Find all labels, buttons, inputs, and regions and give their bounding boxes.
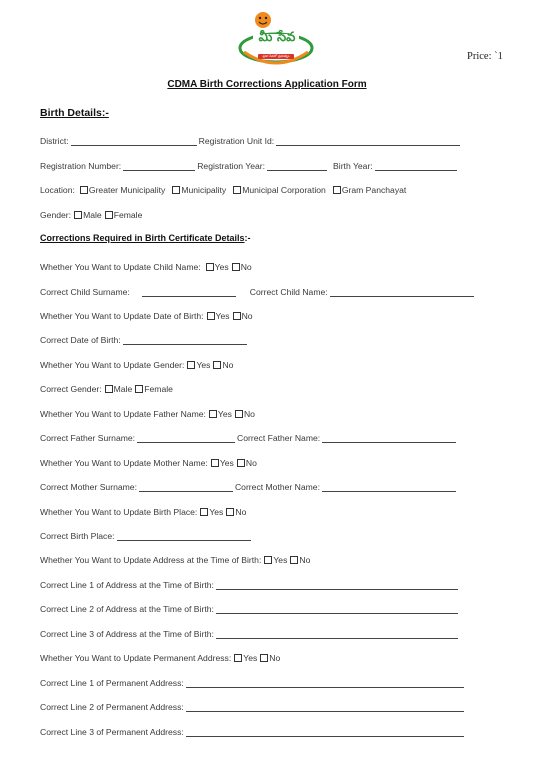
checkbox-icon[interactable] [333, 186, 341, 194]
yes-checkbox[interactable] [209, 410, 217, 418]
no-checkbox[interactable] [226, 508, 234, 516]
father-name-row [40, 431, 458, 443]
permanent-line1-label: Correct Line 1 of Permanent Address: [40, 678, 184, 688]
male-checkbox[interactable] [105, 385, 113, 393]
update-address-label: Whether You Want to Update Address at the Time of Birth: [40, 555, 262, 565]
father-name-field[interactable] [322, 434, 456, 443]
birth-place-field[interactable] [117, 532, 251, 541]
birth-year-field[interactable] [375, 162, 457, 171]
update-dob-row: Whether You Want to Update Date of Birth: Yes No [40, 311, 253, 321]
location-row [40, 183, 410, 195]
update-address-row: Whether You Want to Update Address at the Time of Birth: Yes No [40, 555, 311, 565]
child-surname-field[interactable] [142, 288, 236, 297]
gender-row [40, 208, 142, 220]
mother-name-label: Correct Mother Name: [234, 482, 320, 492]
update-father-row: Whether You Want to Update Father Name: Yes No [40, 409, 255, 419]
update-father-label: Whether You Want to Update Father Name: [40, 409, 206, 419]
registration-number-field[interactable] [123, 162, 195, 171]
address-line3-row [40, 627, 460, 639]
female-checkbox[interactable] [105, 211, 113, 219]
dob-field[interactable] [123, 336, 247, 345]
location-option-municipality[interactable]: Municipality [169, 185, 226, 195]
male-label: Male [83, 210, 102, 220]
child-name-label: Correct Child Name: [249, 287, 328, 297]
mother-surname-label: Correct Mother Surname: [40, 482, 137, 492]
location-option-greater-municipality[interactable]: Greater Municipality [77, 185, 165, 195]
mother-name-field[interactable] [322, 483, 456, 492]
location-label: Location: [40, 185, 75, 195]
dob-label: Correct Date of Birth: [40, 335, 121, 345]
corrections-heading: Corrections Required in Birth Certificate Details:- [40, 233, 251, 243]
update-child-name-label: Whether You Want to Update Child Name: [40, 262, 201, 272]
father-surname-label: Correct Father Surname: [40, 433, 136, 443]
permanent-line1-row [40, 676, 466, 688]
permanent-line1-field[interactable] [186, 679, 464, 688]
update-mother-row: Whether You Want to Update Mother Name: Yes No [40, 458, 257, 468]
address-line2-field[interactable] [216, 605, 458, 614]
registration-unit-id-label: Registration Unit Id: [198, 136, 275, 146]
correct-gender-label: Correct Gender: [40, 384, 102, 394]
logo-text: మీ సేవ [258, 30, 296, 45]
birth-year-label: Birth Year: [333, 161, 373, 171]
registration-year-field[interactable] [267, 162, 327, 171]
yes-checkbox[interactable] [211, 459, 219, 467]
child-surname-label: Correct Child Surname: [40, 287, 130, 297]
yes-checkbox[interactable] [206, 263, 214, 271]
male-checkbox[interactable] [74, 211, 82, 219]
birth-details-heading: Birth Details:- [40, 107, 109, 119]
mother-surname-field[interactable] [139, 483, 233, 492]
update-gender-row: Whether You Want to Update Gender: Yes No [40, 360, 234, 370]
address-line1-row [40, 578, 460, 590]
permanent-line2-field[interactable] [186, 703, 464, 712]
permanent-line3-label: Correct Line 3 of Permanent Address: [40, 727, 184, 737]
yes-checkbox[interactable] [207, 312, 215, 320]
update-permanent-address-label: Whether You Want to Update Permanent Address: [40, 653, 232, 663]
address-line2-label: Correct Line 2 of Address at the Time of Birth: [40, 604, 214, 614]
update-permanent-address-row: Whether You Want to Update Permanent Address: Yes No [40, 653, 281, 663]
no-checkbox[interactable] [235, 410, 243, 418]
no-checkbox[interactable] [290, 556, 298, 564]
checkbox-icon[interactable] [233, 186, 241, 194]
district-row [40, 134, 462, 146]
registration-row [40, 159, 459, 171]
checkbox-icon[interactable] [172, 186, 180, 194]
no-checkbox[interactable] [237, 459, 245, 467]
permanent-line3-row [40, 725, 466, 737]
location-option-municipal-corporation[interactable]: Municipal Corporation [230, 185, 326, 195]
gender-label: Gender: [40, 210, 72, 220]
form-title: CDMA Birth Corrections Application Form [167, 79, 367, 90]
update-child-name-row: Whether You Want to Update Child Name: Yes No [40, 262, 252, 272]
address-line3-field[interactable] [216, 630, 458, 639]
price-text: Price: `1 [467, 51, 503, 62]
logo-subtext: ప్రజా సేవలో ప్రభుత్వం [262, 53, 290, 58]
mee-seva-logo [236, 8, 316, 66]
address-line1-label: Correct Line 1 of Address at the Time of Birth: [40, 580, 214, 590]
location-option-gram-panchayat[interactable]: Gram Panchayat [330, 185, 406, 195]
permanent-line2-row [40, 700, 466, 712]
female-label: Female [113, 210, 143, 220]
district-label: District: [40, 136, 69, 146]
yes-checkbox[interactable] [234, 654, 242, 662]
yes-checkbox[interactable] [264, 556, 272, 564]
yes-checkbox[interactable] [200, 508, 208, 516]
address-line3-label: Correct Line 3 of Address at the Time of Birth: [40, 629, 214, 639]
address-line1-field[interactable] [216, 581, 458, 590]
birth-place-label: Correct Birth Place: [40, 531, 115, 541]
address-line2-row [40, 602, 460, 614]
mother-name-row [40, 480, 458, 492]
child-name-row [40, 285, 476, 297]
no-checkbox[interactable] [260, 654, 268, 662]
child-name-field[interactable] [330, 288, 474, 297]
update-mother-label: Whether You Want to Update Mother Name: [40, 458, 208, 468]
registration-number-label: Registration Number: [40, 161, 122, 171]
update-birth-place-label: Whether You Want to Update Birth Place: [40, 507, 198, 517]
no-checkbox[interactable] [213, 361, 221, 369]
permanent-line2-label: Correct Line 2 of Permanent Address: [40, 702, 184, 712]
registration-year-label: Registration Year: [197, 161, 266, 171]
father-name-label: Correct Father Name: [237, 433, 321, 443]
no-checkbox[interactable] [233, 312, 241, 320]
registration-unit-id-field[interactable] [276, 137, 460, 146]
female-checkbox[interactable] [135, 385, 143, 393]
correct-gender-row: Correct Gender: Male Female [40, 384, 173, 394]
no-checkbox[interactable] [232, 263, 240, 271]
dob-row [40, 333, 249, 345]
father-surname-field[interactable] [137, 434, 235, 443]
permanent-line3-field[interactable] [186, 728, 464, 737]
checkbox-icon[interactable] [80, 186, 88, 194]
update-gender-label: Whether You Want to Update Gender: [40, 360, 185, 370]
birth-place-row [40, 529, 253, 541]
district-field[interactable] [71, 137, 197, 146]
update-birth-place-row: Whether You Want to Update Birth Place: Yes No [40, 507, 247, 517]
yes-checkbox[interactable] [187, 361, 195, 369]
update-dob-label: Whether You Want to Update Date of Birth: [40, 311, 204, 321]
